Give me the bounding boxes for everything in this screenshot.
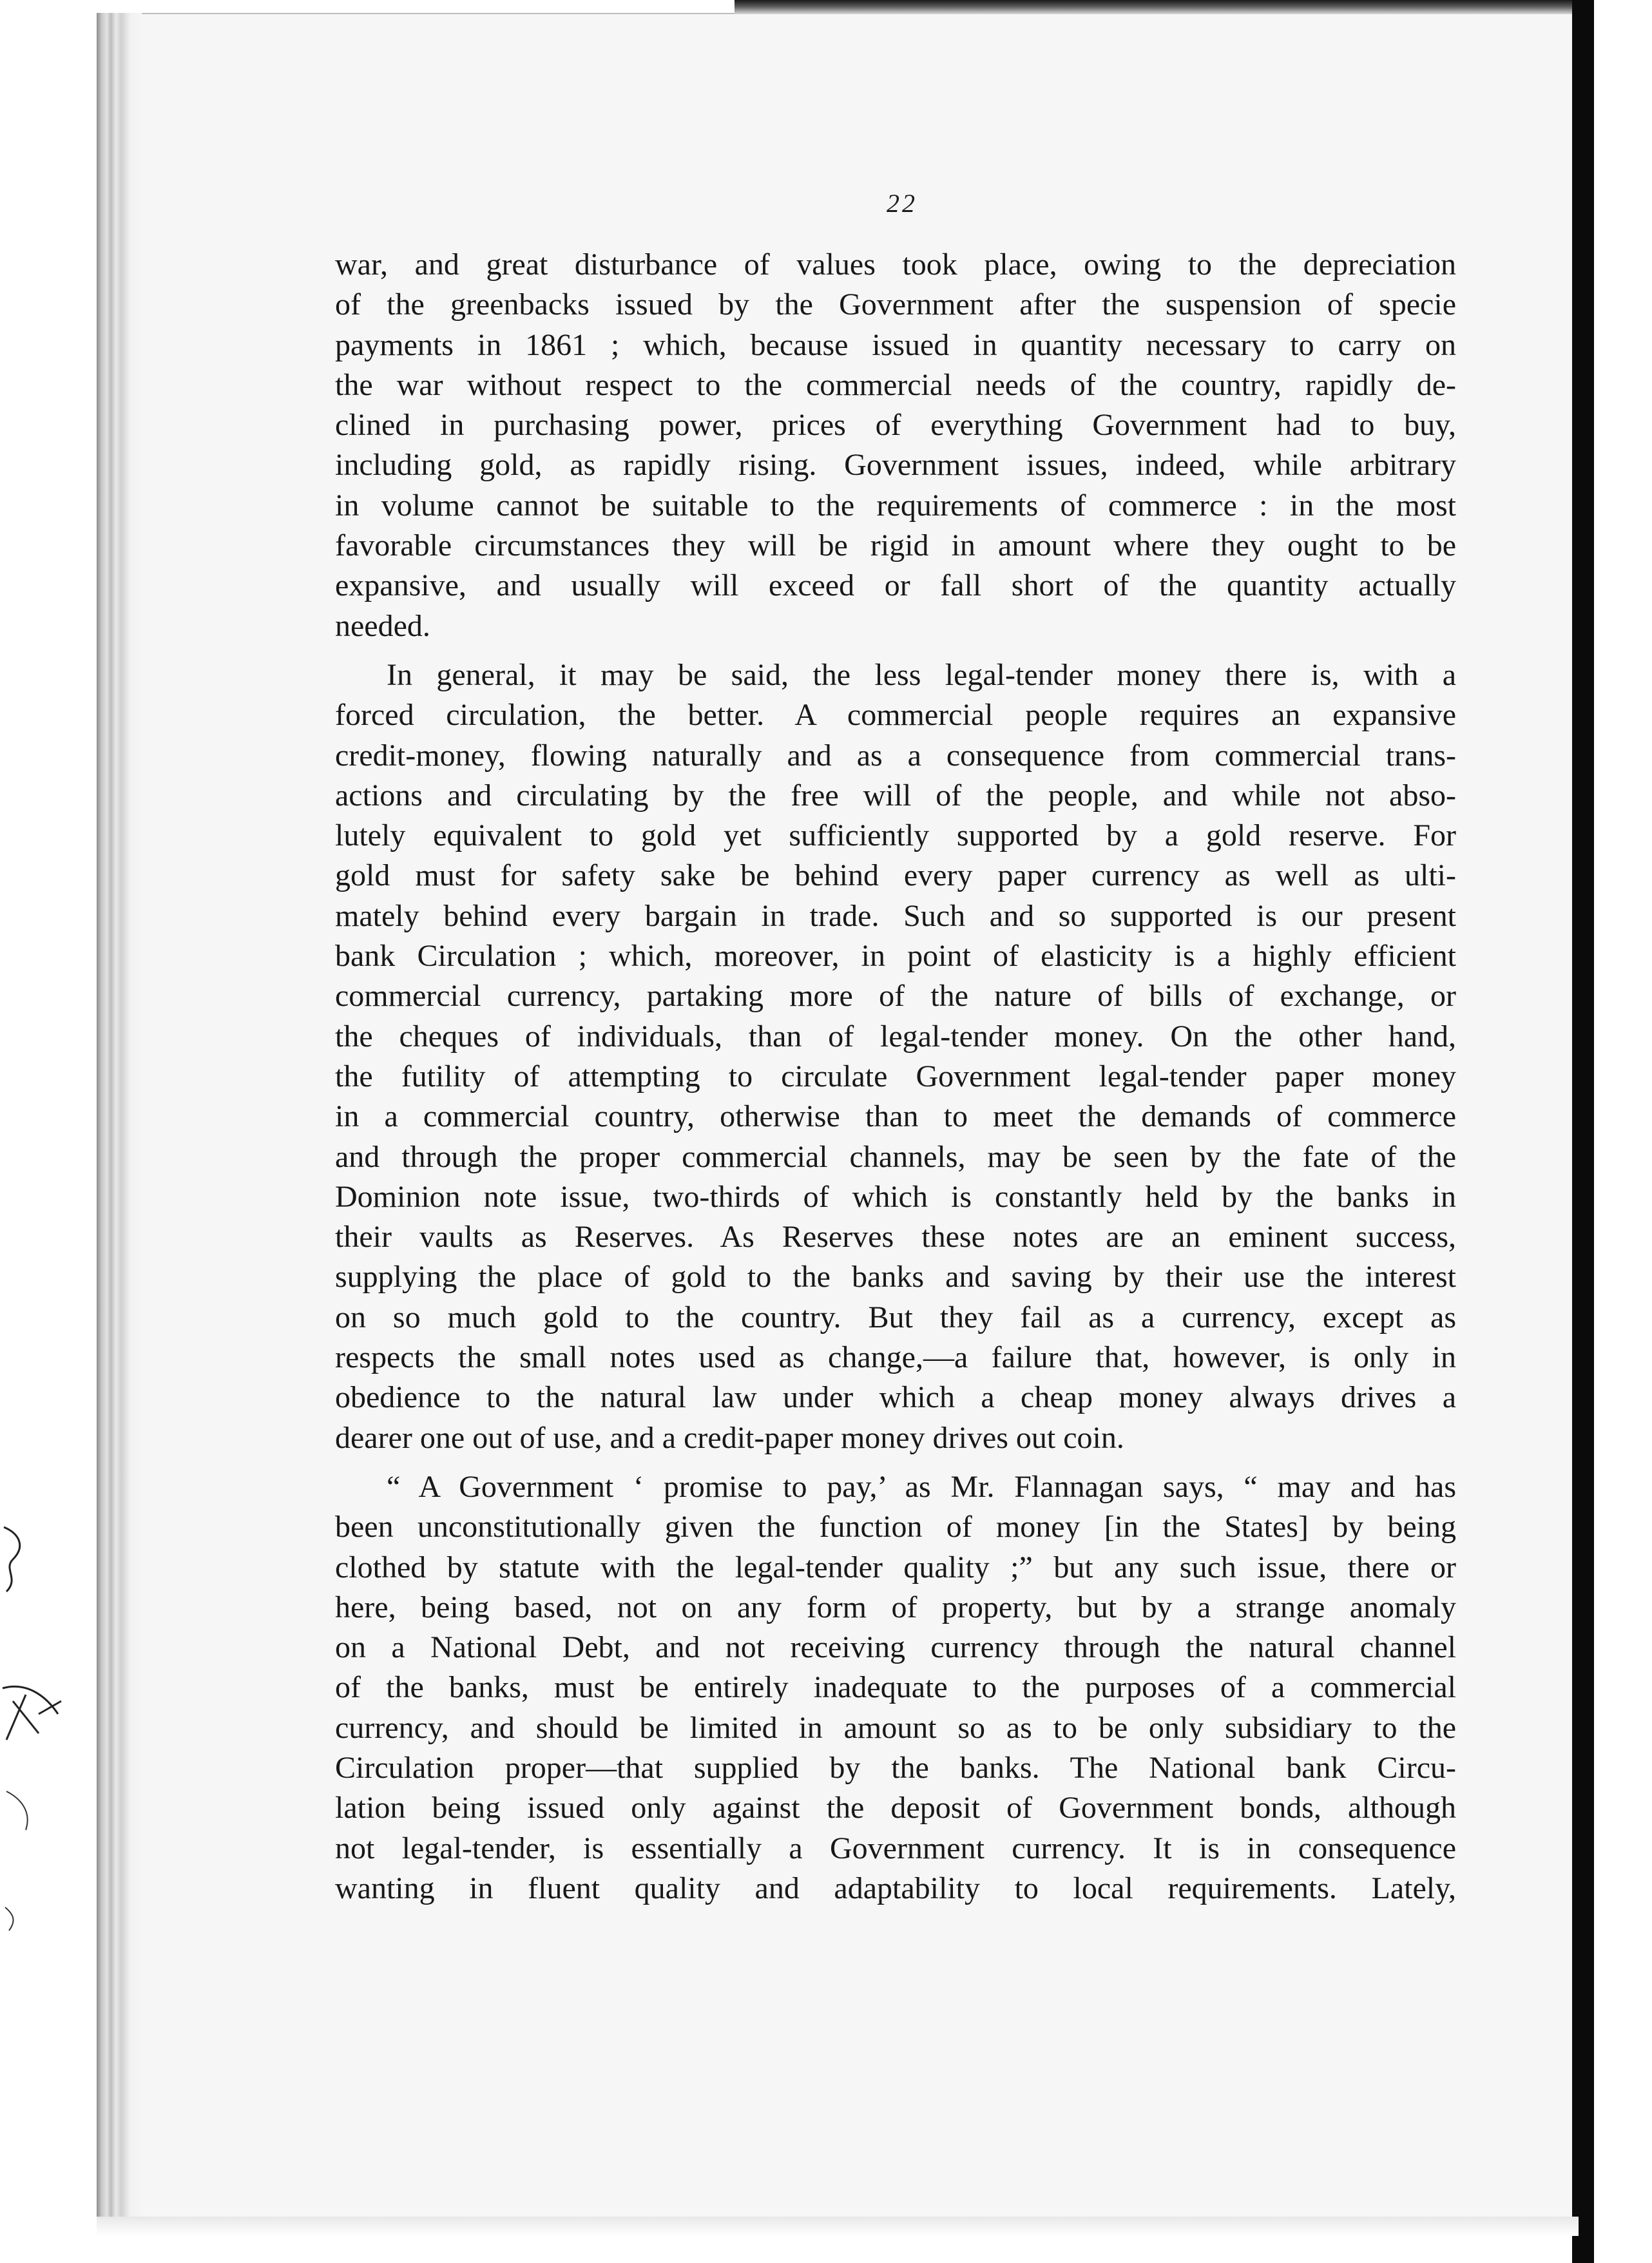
text-line: bank Circulation ; which, moreover, in point of elasticity is a highly efficient [335, 939, 1456, 974]
text-line: obedience to the natural law under which a cheap money always drives a [335, 1380, 1456, 1415]
text-line: including gold, as rapidly rising. Government issues, indeed, while arbitrary [335, 448, 1456, 483]
text-line: Circulation proper—that supplied by the banks. The National bank Circu- [335, 1750, 1456, 1785]
text-line: war, and great disturbance of values took place, owing to the depreciation [335, 247, 1456, 282]
text-line: wanting in fluent quality and adaptability to local requirements. Lately, [335, 1871, 1456, 1905]
text-line: respects the small notes used as change,—a failure that, however, is only in [335, 1340, 1456, 1375]
text-line: gold must for safety sake be behind every paper currency as well as ulti- [335, 858, 1456, 893]
text-line: in volume cannot be suitable to the requirements of commerce : in the most [335, 488, 1456, 523]
text-line: currency, and should be limited in amount so as to be only subsidiary to the [335, 1710, 1456, 1745]
text-line: commercial currency, partaking more of the nature of bills of exchange, or [335, 979, 1456, 1014]
text-line: the cheques of individuals, than of legal-tender money. On the other hand, [335, 1019, 1456, 1054]
text-line: lation being issued only against the deposit of Government bonds, although [335, 1791, 1456, 1825]
text-line: in a commercial country, otherwise than to meet the demands of commerce [335, 1099, 1456, 1134]
scan-top-edge [735, 0, 1572, 14]
text-line: on a National Debt, and not receiving currency through the natural channel [335, 1630, 1456, 1665]
text-line: lutely equivalent to gold yet sufficiently supported by a gold reserve. For [335, 818, 1456, 853]
book-gutter [97, 13, 142, 2229]
text-line: favorable circumstances they will be rigid in amount where they ought to be [335, 528, 1456, 563]
paragraph-2 [335, 655, 1456, 1458]
scan-bottom-shadow [97, 2217, 1579, 2236]
text-line: been unconstitutionally given the function of money [in the States] by being [335, 1510, 1456, 1545]
text-line: needed. [335, 608, 430, 643]
text-line: of the banks, must be entirely inadequate to the purposes of a commercial [335, 1670, 1456, 1705]
scan-right-edge [1572, 0, 1594, 2263]
text-line: payments in 1861 ; which, because issued in quantity necessary to carry on [335, 327, 1456, 362]
text-line: supplying the place of gold to the banks and saving by their use the interest [335, 1260, 1456, 1295]
text-line: not legal-tender, is essentially a Government currency. It is in consequence [335, 1831, 1456, 1865]
text-line: on so much gold to the country. But they fail as a currency, except as [335, 1300, 1456, 1334]
text-line: dearer one out of use, and a credit-paper money drives out coin. [335, 1420, 1124, 1455]
page-number: 22 [887, 189, 917, 218]
text-line: “ A Government ‘ promise to pay,’ as Mr. Flannagan says, “ may and has [387, 1469, 1456, 1504]
text-line: Dominion note issue, two-thirds of which is constantly held by the banks in [335, 1179, 1456, 1214]
text-line: the war without respect to the commercial needs of the country, rapidly de- [335, 367, 1456, 402]
text-line: expansive, and usually will exceed or fall short of the quantity actually [335, 568, 1456, 603]
text-line: here, being based, not on any form of property, but by a strange anomaly [335, 1590, 1456, 1624]
text-line: the futility of attempting to circulate Government legal-tender paper money [335, 1059, 1456, 1093]
text-line: credit-money, flowing naturally and as a consequence from commercial trans- [335, 738, 1456, 773]
text-line: clothed by statute with the legal-tender quality ;” but any such issue, there or [335, 1550, 1456, 1584]
text-line: In general, it may be said, the less legal-tender money there is, with a [387, 657, 1456, 692]
paragraph-gap [335, 646, 1456, 655]
paragraph-1 [335, 245, 1456, 646]
paragraph-gap [335, 1458, 1456, 1467]
text-line: clined in purchasing power, prices of everything Government had to buy, [335, 408, 1456, 443]
text-line: and through the proper commercial channels, may be seen by the fate of the [335, 1139, 1456, 1174]
body-text [335, 245, 1456, 1909]
paragraph-3 [335, 1467, 1456, 1909]
text-line: their vaults as Reserves. As Reserves these notes are an eminent success, [335, 1220, 1456, 1255]
margin-ink-mark [0, 1521, 71, 1933]
text-line: actions and circulating by the free will of the people, and while not abso- [335, 778, 1456, 813]
text-line: of the greenbacks issued by the Government after the suspension of specie [335, 287, 1456, 322]
text-line: mately behind every bargain in trade. Such and so supported is our present [335, 898, 1456, 933]
text-line: forced circulation, the better. A commercial people requires an expansive [335, 698, 1456, 733]
